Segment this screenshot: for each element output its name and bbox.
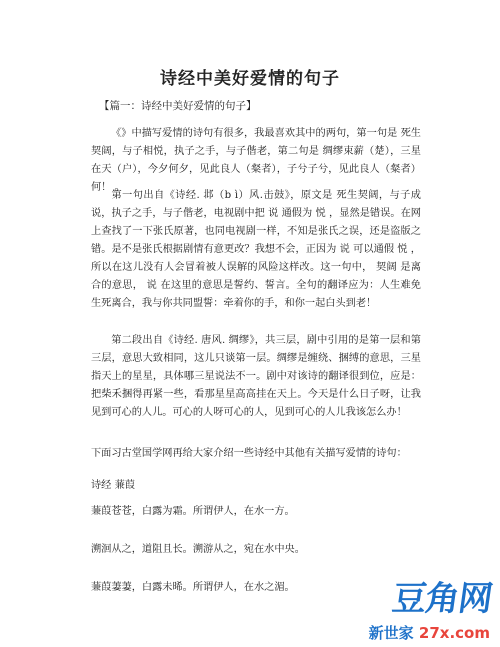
- poem-line-3: 蒹葭萋萋，白露未晞。所谓伊人，在水之湄。: [91, 582, 295, 593]
- poem-title: 诗经 蒹葭: [91, 480, 135, 491]
- site-watermark: [346, 571, 496, 643]
- intro-paragraph: 下面习古堂国学网再给大家介绍一些诗经中其他有关描写爱情的诗句：: [91, 448, 407, 459]
- paragraph-2: [91, 187, 421, 313]
- watermark-domain: 27x.com: [418, 624, 490, 642]
- poem-line-2: 溯洄从之，道阻且长。溯游从之，宛在水中央。: [91, 544, 305, 555]
- paragraph-3: [91, 332, 421, 422]
- page-title: 诗经中美好爱情的句子: [160, 69, 340, 89]
- paragraph-2-text: 第一句出自《诗经. 邶（b ì）风.击鼓》，原文是 死生契阔，与子成说，执子之手，与子偕老，电视剧中把 说 通假为 悦 ，显然是错误。在网上查找了一下张氏原著，也同电视剧一样，不知是张氏之误，还是盗版之错。是不是张氏根据剧情有意更改？我想不会，正因为 说 可以通假 悦 ，所以在这儿没有人会冒着被人误解的风险这样改。这一句中， 契阔 是离合的意思， 说 在这里的意思是誓约、誓言。全句的翻译应为：人生难免生死离合，我与你共同盟誓：牵着你的手，和你一起白头到老！: [91, 190, 421, 309]
- poem-line-1: 蒹葭苍苍，白露为霜。所谓伊人，在水一方。: [91, 506, 295, 517]
- watermark-subtitle: [369, 622, 490, 643]
- watermark-logo: 豆角网: [389, 579, 495, 619]
- section-heading: 【篇一：诗经中美好爱情的句子】: [99, 100, 257, 112]
- paragraph-1-text: 《》中描写爱情的诗句有很多，我最喜欢其中的两句，第一句是 死生契阔，与子相悦，执子之手，与子偕老，第二句是 绸缪束薪（楚），三星在天（户），今夕何夕，见此良人（粲者），子兮子兮，见此良人（粲者）何！ 。: [91, 128, 421, 193]
- paragraph-3-text: 第二段出自《诗经. 唐风. 绸缪》，共三层，剧中引用的是第一层和第三层，意思大致相同，这儿只谈第一层。绸缪是缠绕、捆缚的意思，三星指天上的星星，具体哪三星说法不一。剧中对该诗的翻译很到位，应是：把柴禾捆得再紧一些，看那星星高高挂在天上。今天是什么日子呀，让我见到可心的人儿。可心的人呀可心的人，见到可心的人儿我该怎么办！: [91, 335, 421, 418]
- watermark-site-name: 新世家: [368, 624, 414, 642]
